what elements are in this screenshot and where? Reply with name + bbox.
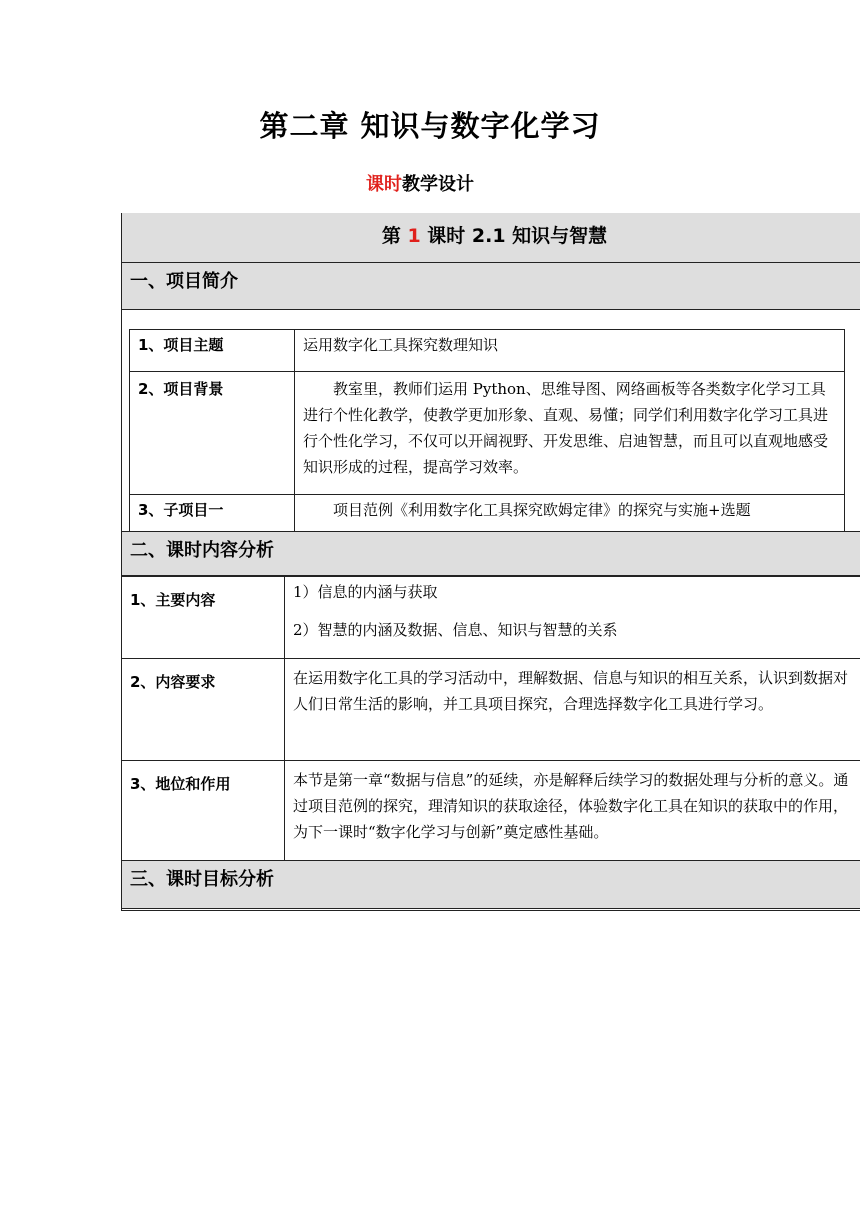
row-text: [295, 372, 845, 495]
table-row: [130, 372, 845, 495]
project-intro-table: [129, 329, 845, 535]
section-1-band: [121, 263, 860, 310]
section-2-title: 二、课时内容分析: [130, 540, 274, 561]
table-row: [122, 761, 860, 861]
lesson-header-band: [121, 213, 860, 263]
row-label: 1、项目主题: [130, 330, 295, 372]
lesson-suffix: 课时 2.1 知识与智慧: [420, 225, 608, 247]
table-row: [130, 330, 845, 372]
content-analysis-table: [121, 576, 860, 861]
section-1-title: 一、项目简介: [130, 271, 238, 292]
content-item-2: 2）智慧的内涵及数据、信息、知识与智慧的关系: [293, 621, 618, 639]
section-3-title: 三、课时目标分析: [130, 869, 274, 890]
row-label: 3、地位和作用: [122, 761, 285, 861]
content-item-1: 1）信息的内涵与获取: [293, 583, 438, 601]
table-row: [130, 495, 845, 535]
background-paragraph: 教室里，教师们运用 Python、思维导图、网络画板等各类数字化学习工具进行个性化教学，使教学更加形象、直观、易懂；同学们利用数字化学习工具进行个性化学习，不仅可以开阔视野、开发思维、启迪智慧，而且可以直观地感受知识形成的过程，提高学习效率。: [303, 380, 829, 476]
row-label: 1、主要内容: [122, 577, 285, 659]
section-3-band: [121, 860, 860, 909]
lesson-prefix: 第: [381, 225, 408, 247]
row-text: [285, 577, 860, 659]
row-text: 本节是第一章“数据与信息”的延续，亦是解释后续学习的数据处理与分析的意义。通过项目范例的探究，理清知识的获取途径，体验数字化工具在知识的获取中的作用，为下一课时“数字化学习与创新”奠定感性基础。: [285, 761, 860, 861]
row-text: 运用数字化工具探究数理知识: [295, 330, 845, 372]
lesson-design-heading: [366, 170, 474, 196]
row-text: [295, 495, 845, 535]
row-text: 在运用数字化工具的学习活动中，理解数据、信息与知识的相互关系，认识到数据对人们日常生活的影响，并工具项目探究，合理选择数字化工具进行学习。: [285, 659, 860, 761]
row-label: 2、项目背景: [130, 372, 295, 495]
chapter-title: 第二章 知识与数字化学习: [259, 109, 601, 143]
row-label: 3、子项目一: [130, 495, 295, 535]
table-row: [122, 577, 860, 659]
lesson-number: 1: [407, 225, 421, 247]
section-2-band: [121, 531, 860, 576]
lesson-title: [122, 221, 860, 248]
lesson-design-rest: 教学设计: [402, 174, 474, 195]
subproject-paragraph: 项目范例《利用数字化工具探究欧姆定律》的探究与实施+选题: [333, 501, 751, 519]
row-label: 2、内容要求: [122, 659, 285, 761]
table-row: [122, 659, 860, 761]
lesson-design-highlight: 课时: [366, 174, 402, 195]
